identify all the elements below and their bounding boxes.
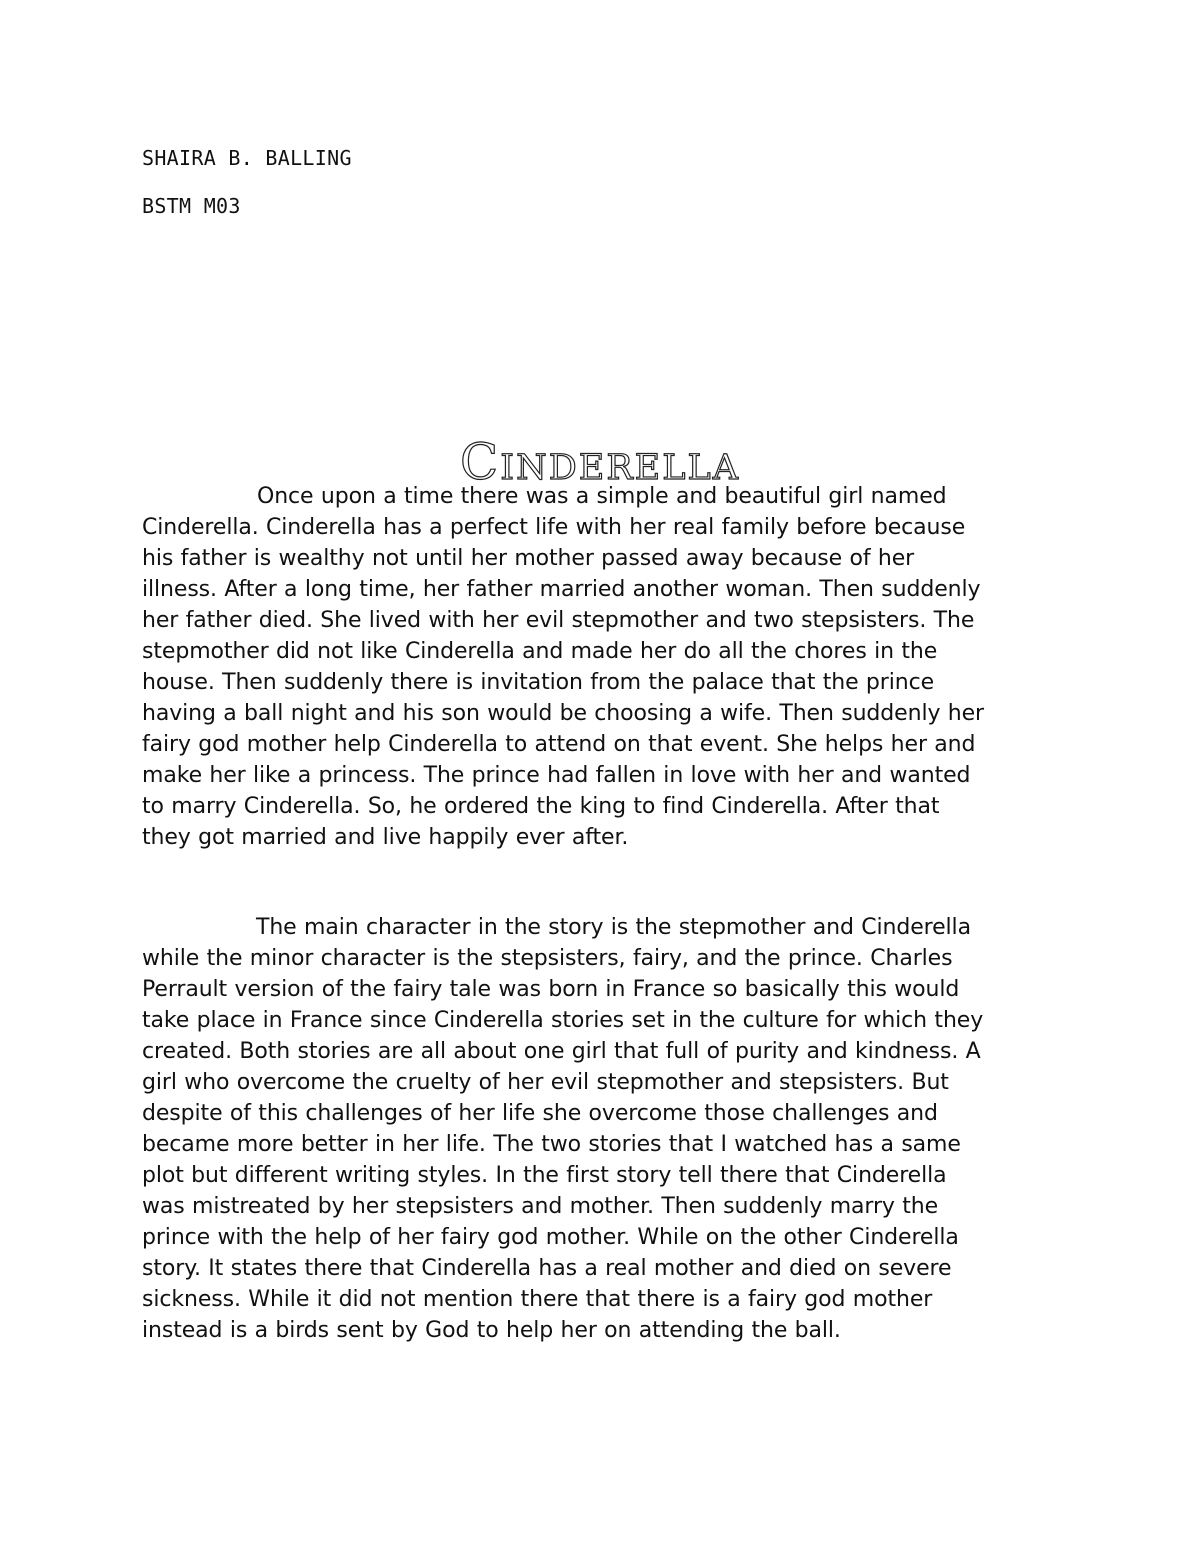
paragraph-line: created. Both stories are all about one girl that full of purity and kindness. A: [142, 1039, 981, 1064]
paragraph-line: instead is a birds sent by God to help her on attending the ball.: [142, 1318, 841, 1343]
paragraph-line: The main character in the story is the stepmother and Cinderella: [256, 915, 971, 940]
paragraph-line: while the minor character is the stepsisters, fairy, and the prince. Charles: [142, 946, 953, 971]
paragraph-analysis: [142, 912, 1054, 1346]
paragraph-line: illness. After a long time, her father married another woman. Then suddenly: [142, 577, 981, 602]
paragraph-line: to marry Cinderella. So, he ordered the king to find Cinderella. After that: [142, 794, 940, 819]
paragraph-line: story. It states there that Cinderella has a real mother and died on severe: [142, 1256, 952, 1281]
paragraph-line: his father is wealthy not until her mother passed away because of her: [142, 546, 915, 571]
paragraph-line: was mistreated by her stepsisters and mother. Then suddenly marry the: [142, 1194, 939, 1219]
paragraph-line: became more better in her life. The two stories that I watched has a same: [142, 1132, 961, 1157]
paragraph-line: make her like a princess. The prince had fallen in love with her and wanted: [142, 763, 971, 788]
paragraph-summary: [142, 481, 1054, 853]
paragraph-line: house. Then suddenly there is invitation from the palace that the prince: [142, 670, 935, 695]
paragraph-line: despite of this challenges of her life she overcome those challenges and: [142, 1101, 938, 1126]
course-code: BSTM M03: [142, 194, 241, 218]
paragraph-line: girl who overcome the cruelty of her evil stepmother and stepsisters. But: [142, 1070, 949, 1095]
paragraph-line: Cinderella. Cinderella has a perfect life with her real family before because: [142, 515, 966, 540]
paragraph-line: they got married and live happily ever after.: [142, 825, 629, 850]
document-title: Cinderella: [460, 432, 740, 491]
paragraph-line: fairy god mother help Cinderella to attend on that event. She helps her and: [142, 732, 976, 757]
paragraph-line: having a ball night and his son would be choosing a wife. Then suddenly her: [142, 701, 984, 726]
paragraph-line: take place in France since Cinderella stories set in the culture for which they: [142, 1008, 984, 1033]
author-name: SHAIRA B. BALLING: [142, 146, 352, 170]
paragraph-line: stepmother did not like Cinderella and made her do all the chores in the: [142, 639, 938, 664]
paragraph-line: prince with the help of her fairy god mother. While on the other Cinderella: [142, 1225, 959, 1250]
paragraph-line: her father died. She lived with her evil stepmother and two stepsisters. The: [142, 608, 975, 633]
paragraph-line: sickness. While it did not mention there that there is a fairy god mother: [142, 1287, 933, 1312]
paragraph-line: Perrault version of the fairy tale was born in France so basically this would: [142, 977, 960, 1002]
paragraph-line: plot but different writing styles. In the first story tell there that Cinderella: [142, 1163, 947, 1188]
paragraph-line: Once upon a time there was a simple and beautiful girl named: [257, 484, 947, 509]
